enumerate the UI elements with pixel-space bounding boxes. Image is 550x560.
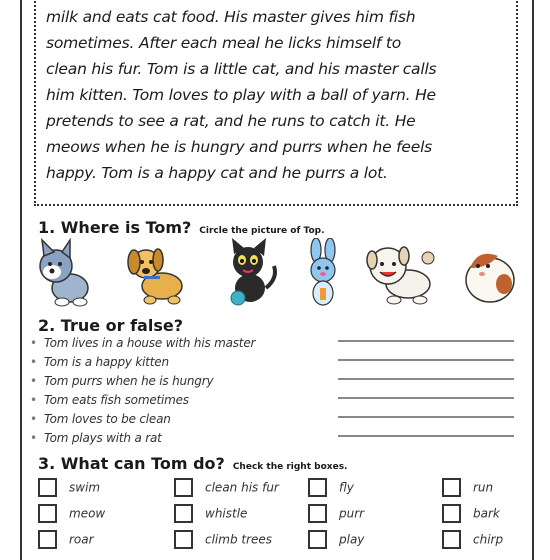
statement-text: Tom lives in a house with his master	[44, 336, 256, 350]
bullet-icon: •	[30, 336, 37, 350]
story-line: meows when he is hungry and purrs when he feels	[46, 138, 433, 156]
statement-text: Tom purrs when he is hungry	[44, 374, 214, 388]
checkbox[interactable]	[308, 504, 327, 523]
question-1-hint: Circle the picture of Top.	[199, 226, 325, 236]
question-1-title: 1. Where is Tom?	[38, 218, 192, 237]
yellow-dog-icon[interactable]	[122, 238, 192, 308]
answer-line[interactable]	[338, 340, 514, 342]
bullet-icon: •	[30, 374, 37, 388]
statement-item	[30, 374, 330, 393]
checkbox-option[interactable]	[174, 478, 279, 498]
pet-pictures	[30, 238, 520, 310]
question-3-title: 3. What can Tom do?	[38, 454, 225, 473]
story-line: him kitten. Tom loves to play with a ball of yarn. He	[46, 86, 436, 104]
statement-text: Tom eats fish sometimes	[44, 393, 189, 407]
true-false-statements	[30, 336, 330, 450]
checkbox[interactable]	[174, 478, 193, 497]
checkbox-label: whistle	[205, 506, 248, 521]
statement-item	[30, 393, 330, 412]
story-line: sometimes. After each meal he licks himself to	[46, 34, 402, 52]
checkbox-label: bark	[473, 506, 500, 521]
checkbox-option[interactable]	[442, 504, 500, 524]
bullet-icon: •	[30, 355, 37, 369]
statement-text: Tom loves to be clean	[44, 412, 171, 426]
white-puppy-icon[interactable]	[360, 238, 440, 308]
story-line: happy. Tom is a happy cat and he purrs a lot.	[46, 164, 388, 182]
answer-line[interactable]	[338, 359, 514, 361]
checkbox-option[interactable]	[308, 478, 354, 498]
bullet-icon: •	[30, 431, 37, 445]
statement-text: Tom plays with a rat	[44, 431, 162, 445]
question-1-heading	[38, 218, 325, 237]
checkbox-label: swim	[69, 480, 101, 495]
checkbox-option[interactable]	[174, 530, 272, 550]
answer-line[interactable]	[338, 378, 514, 380]
checkbox-option[interactable]	[442, 530, 503, 550]
checkbox-option[interactable]	[308, 530, 364, 550]
checkbox-option[interactable]	[442, 478, 493, 498]
story-line: clean his fur. Tom is a little cat, and his master calls	[46, 60, 437, 78]
bullet-icon: •	[30, 393, 37, 407]
checkbox-label: play	[339, 532, 365, 547]
checkbox[interactable]	[442, 478, 461, 497]
checkbox[interactable]	[174, 504, 193, 523]
checkbox-label: roar	[69, 532, 94, 547]
checkbox[interactable]	[38, 478, 57, 497]
checkbox[interactable]	[38, 504, 57, 523]
checkbox-label: fly	[339, 480, 354, 495]
answer-line[interactable]	[338, 397, 514, 399]
story-line: milk and eats cat food. His master gives him fish	[46, 8, 416, 26]
checkbox[interactable]	[38, 530, 57, 549]
checkbox[interactable]	[308, 478, 327, 497]
black-cat-icon[interactable]	[216, 238, 286, 308]
statement-text: Tom is a happy kitten	[44, 355, 169, 369]
answer-line[interactable]	[338, 416, 514, 418]
checkbox[interactable]	[442, 504, 461, 523]
statement-item	[30, 336, 330, 355]
question-3-hint: Check the right boxes.	[232, 462, 348, 472]
question-3-heading	[38, 454, 347, 473]
checkbox-option[interactable]	[308, 504, 364, 524]
checkbox[interactable]	[308, 530, 327, 549]
checkbox-label: climb trees	[205, 532, 273, 547]
bullet-icon: •	[30, 412, 37, 426]
checkbox-option[interactable]	[38, 478, 100, 498]
checkbox-label: chirp	[473, 532, 504, 547]
husky-puppy-icon[interactable]	[32, 238, 102, 308]
checkbox-label: meow	[69, 506, 106, 521]
checkbox-label: purr	[339, 506, 365, 521]
checkbox-option[interactable]	[38, 504, 105, 524]
checkbox-option[interactable]	[38, 530, 94, 550]
statement-item	[30, 355, 330, 374]
checkbox[interactable]	[442, 530, 461, 549]
story-text	[46, 4, 516, 186]
blue-bunny-icon[interactable]	[298, 238, 348, 308]
story-line: pretends to see a rat, and he runs to catch it. He	[46, 112, 416, 130]
checkbox-option[interactable]	[174, 504, 247, 524]
question-2-title: 2. True or false?	[38, 316, 183, 335]
guinea-pig-icon[interactable]	[458, 238, 520, 308]
checkbox[interactable]	[174, 530, 193, 549]
statement-item	[30, 431, 330, 450]
statement-item	[30, 412, 330, 431]
question-2-heading	[38, 316, 183, 335]
checkbox-label: run	[473, 480, 494, 495]
answer-line[interactable]	[338, 435, 514, 437]
answer-lines	[338, 340, 514, 454]
checkbox-label: clean his fur	[205, 480, 279, 495]
